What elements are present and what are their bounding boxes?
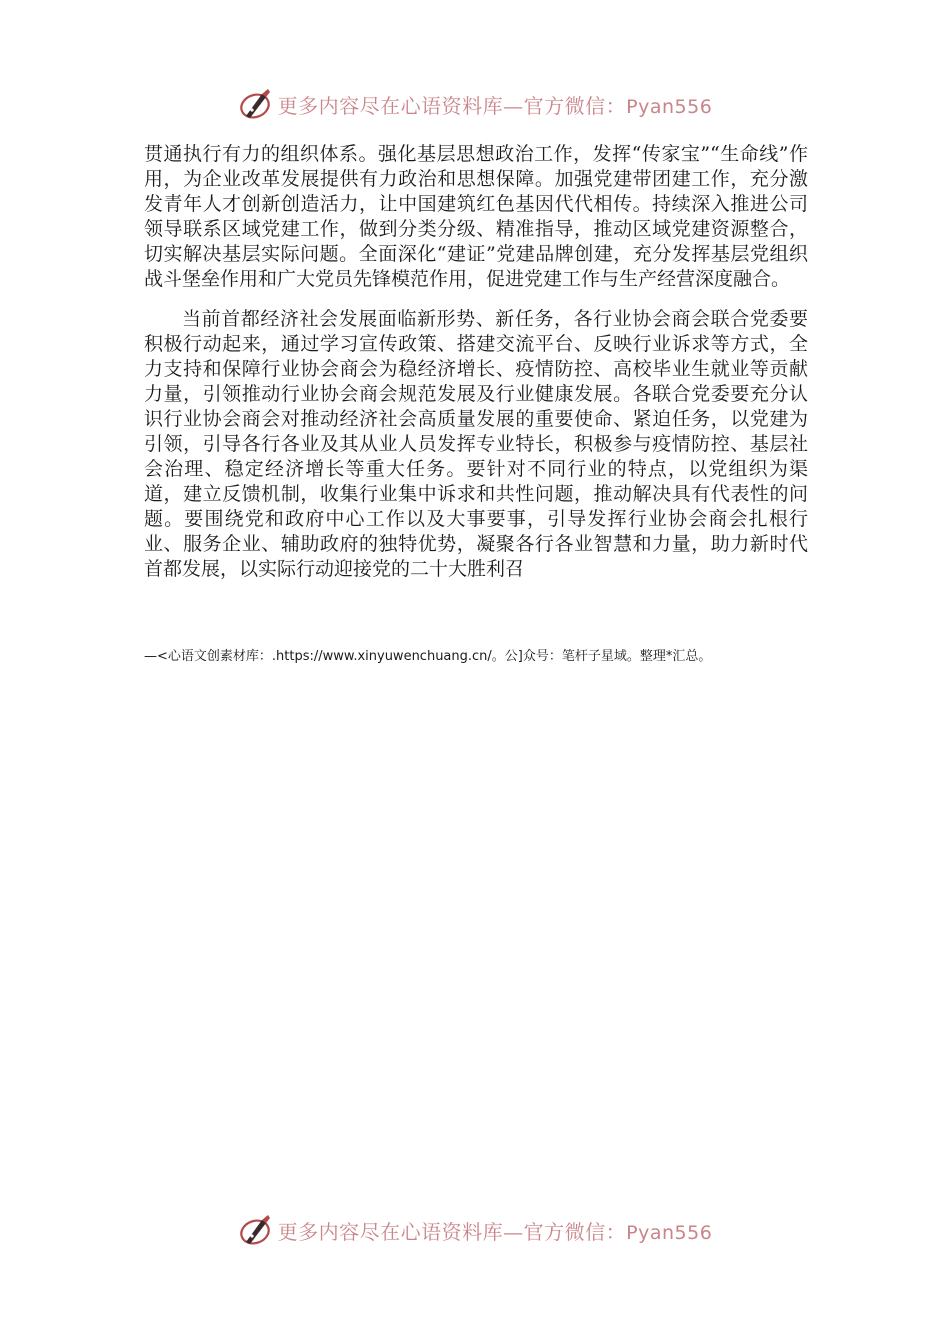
footer-banner-text — [278, 1216, 713, 1245]
header-banner — [0, 84, 950, 124]
header-banner-wechat-id: Pyan556 — [626, 95, 713, 118]
source-note: —<心语文创素材库：.https://www.xinyuwenchuang.cn/。公]众号：笔杆子星域。整理*汇总。 — [144, 649, 712, 664]
document-body — [144, 142, 808, 582]
pen-logo-icon — [238, 86, 274, 122]
footer-banner — [0, 1210, 950, 1250]
footer-banner-cn: 更多内容尽在心语资料库—官方微信： — [277, 1219, 627, 1244]
footer-banner-wechat-id: Pyan556 — [626, 1221, 713, 1244]
header-banner-text — [278, 90, 713, 119]
header-banner-cn: 更多内容尽在心语资料库—官方微信： — [277, 93, 627, 118]
pen-logo-icon — [238, 1212, 274, 1248]
paragraph-2: 当前首都经济社会发展面临新形势、新任务，各行业协会商会联合党委要积极行动起来，通过学习宣传政策、搭建交流平台、反映行业诉求等方式，全力支持和保障行业协会商会为稳经济增长、疫情防控、高校毕业生就业等贡献力量，引领推动行业协会商会规范发展及行业健康发展。各联合党委要充分认识行业协会商会对推动经济社会高质量发展的重要使命、紧迫任务，以党建为引领，引导各行各业及其从业人员发挥专业特长，积极参与疫情防控、基层社会治理、稳定经济增长等重大任务。要针对不同行业的特点，以党组织为渠道，建立反馈机制，收集行业集中诉求和共性问题，推动解决具有代表性的问题。要围绕党和政府中心工作以及大事要事，引导发挥行业协会商会扎根行业、服务企业、辅助政府的独特优势，凝聚各行各业智慧和力量，助力新时代首都发展，以实际行动迎接党的二十大胜利召 — [144, 308, 808, 580]
paragraph-1: 贯通执行有力的组织体系。强化基层思想政治工作，发挥“传家宝”“生命线”作用，为企业改革发展提供有力政治和思想保障。加强党建带团建工作，充分激发青年人才创新创造活力，让中国建筑红色基因代代相传。持续深入推进公司领导联系区域党建工作，做到分类分级、精准指导，推动区域党建资源整合，切实解决基层实际问题。全面深化“建证”党建品牌创建，充分发挥基层党组织战斗堡垒作用和广大党员先锋模范作用，促进党建工作与生产经营深度融合。 — [144, 143, 808, 290]
